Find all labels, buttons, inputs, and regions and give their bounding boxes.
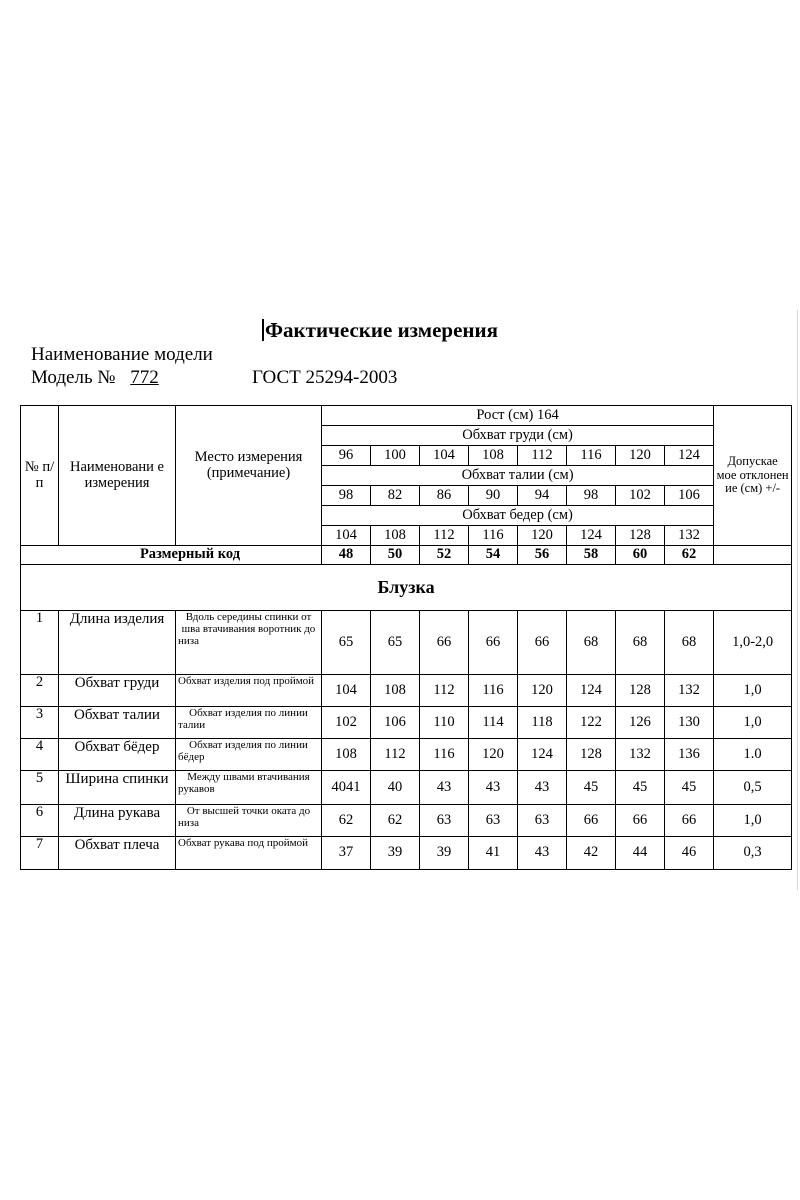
measurement-value: 43 [518, 771, 567, 805]
row-number: 1 [21, 611, 59, 675]
size-code-empty [714, 546, 792, 565]
table-body [21, 406, 792, 870]
chest-value: 100 [371, 446, 420, 466]
measurement-value: 66 [469, 611, 518, 675]
tolerance-value: 1,0-2,0 [714, 611, 792, 675]
tolerance-value: 1.0 [714, 739, 792, 771]
tolerance-value: 0,3 [714, 837, 792, 870]
measurement-place: Обхват изделия под проймой [176, 675, 322, 707]
measurement-name: Обхват бёдер [59, 739, 176, 771]
page-title [0, 318, 760, 343]
tolerance-value: 1,0 [714, 805, 792, 837]
size-code: 48 [322, 546, 371, 565]
table-row [21, 837, 792, 870]
waist-value: 90 [469, 486, 518, 506]
row-number: 4 [21, 739, 59, 771]
size-code: 54 [469, 546, 518, 565]
measurement-value: 45 [665, 771, 714, 805]
size-code: 58 [567, 546, 616, 565]
table-row [21, 611, 792, 675]
measurement-value: 112 [420, 675, 469, 707]
table-row [21, 771, 792, 805]
measurement-value: 62 [371, 805, 420, 837]
measurement-value: 63 [469, 805, 518, 837]
hips-label: Обхват бедер (см) [322, 506, 714, 526]
text-cursor [262, 319, 264, 341]
measurement-place: Обхват рукава под проймой [176, 837, 322, 870]
hips-value: 112 [420, 526, 469, 546]
waist-value: 102 [616, 486, 665, 506]
row-number: 7 [21, 837, 59, 870]
measurement-value: 40 [371, 771, 420, 805]
size-code: 50 [371, 546, 420, 565]
measurement-value: 62 [322, 805, 371, 837]
measurement-value: 104 [322, 675, 371, 707]
measurement-value: 136 [665, 739, 714, 771]
section-title: Блузка [21, 565, 792, 611]
chest-value: 112 [518, 446, 567, 466]
hips-value: 124 [567, 526, 616, 546]
measurement-value: 63 [420, 805, 469, 837]
measurement-value: 68 [567, 611, 616, 675]
chest-value: 120 [616, 446, 665, 466]
size-code: 62 [665, 546, 714, 565]
table-row [21, 739, 792, 771]
measurement-value: 120 [518, 675, 567, 707]
waist-value: 86 [420, 486, 469, 506]
size-code: 60 [616, 546, 665, 565]
col-no-header: № п/п [21, 406, 59, 546]
chest-value: 108 [469, 446, 518, 466]
measurement-value: 44 [616, 837, 665, 870]
measurement-value: 39 [420, 837, 469, 870]
measurement-value: 63 [518, 805, 567, 837]
chest-value: 96 [322, 446, 371, 466]
measurement-value: 120 [469, 739, 518, 771]
measurement-value: 132 [665, 675, 714, 707]
section-row [21, 565, 792, 611]
table-row [21, 675, 792, 707]
chest-value: 116 [567, 446, 616, 466]
measurement-value: 66 [518, 611, 567, 675]
measurement-value: 65 [371, 611, 420, 675]
waist-value: 98 [567, 486, 616, 506]
measurement-place: Вдоль середины спинки от шва втачивания воротник до низа [176, 611, 322, 675]
table-row [21, 805, 792, 837]
measurement-value: 126 [616, 707, 665, 739]
measurement-value: 66 [616, 805, 665, 837]
hips-value: 116 [469, 526, 518, 546]
measurement-value: 106 [371, 707, 420, 739]
hips-value: 120 [518, 526, 567, 546]
page-title-text: Фактические измерения [265, 318, 498, 342]
col-place-header: Место измерения (примечание) [176, 406, 322, 546]
waist-value: 82 [371, 486, 420, 506]
measurement-value: 41 [469, 837, 518, 870]
measurements-table [20, 405, 792, 870]
waist-value: 94 [518, 486, 567, 506]
size-code: 52 [420, 546, 469, 565]
measurement-value: 130 [665, 707, 714, 739]
measurement-value: 37 [322, 837, 371, 870]
measurement-value: 39 [371, 837, 420, 870]
measurement-value: 124 [518, 739, 567, 771]
standard-label: ГОСТ 25294-2003 [252, 367, 398, 388]
measurement-value: 42 [567, 837, 616, 870]
measurement-value: 108 [322, 739, 371, 771]
measurement-place: Обхват изделия по линии бёдер [176, 739, 322, 771]
measurement-value: 118 [518, 707, 567, 739]
measurement-name: Обхват плеча [59, 837, 176, 870]
row-number: 6 [21, 805, 59, 837]
model-number-line [31, 367, 398, 389]
measurement-value: 65 [322, 611, 371, 675]
measurement-value: 128 [567, 739, 616, 771]
measurement-value: 66 [567, 805, 616, 837]
measurement-name: Обхват груди [59, 675, 176, 707]
measurement-value: 66 [665, 805, 714, 837]
measurement-value: 102 [322, 707, 371, 739]
measurement-value: 108 [371, 675, 420, 707]
measurement-value: 46 [665, 837, 714, 870]
size-code-row [21, 546, 792, 565]
hips-value: 104 [322, 526, 371, 546]
measurement-name: Ширина спинки [59, 771, 176, 805]
table-row [21, 707, 792, 739]
measurement-place: От высшей точки оката до низа [176, 805, 322, 837]
row-number: 3 [21, 707, 59, 739]
tolerance-value: 1,0 [714, 675, 792, 707]
measurement-place: Между швами втачивания рукавов [176, 771, 322, 805]
measurement-value: 68 [665, 611, 714, 675]
row-number: 2 [21, 675, 59, 707]
model-number: 772 [130, 367, 159, 388]
measurement-value: 45 [616, 771, 665, 805]
measurement-value: 66 [420, 611, 469, 675]
measurement-value: 45 [567, 771, 616, 805]
measurement-value: 43 [518, 837, 567, 870]
measurement-name: Длина изделия [59, 611, 176, 675]
measurement-value: 114 [469, 707, 518, 739]
measurement-value: 68 [616, 611, 665, 675]
col-name-header: Наименовани е измерения [59, 406, 176, 546]
hips-value: 128 [616, 526, 665, 546]
row-number: 5 [21, 771, 59, 805]
measurement-value: 128 [616, 675, 665, 707]
tolerance-value: 1,0 [714, 707, 792, 739]
waist-value: 98 [322, 486, 371, 506]
col-tolerance-header: Допускае мое отклонен ие (см) +/- [714, 406, 792, 546]
measurement-value: 124 [567, 675, 616, 707]
measurement-value: 4041 [322, 771, 371, 805]
measurement-place: Обхват изделия по линии талии [176, 707, 322, 739]
measurement-value: 116 [420, 739, 469, 771]
measurement-value: 43 [469, 771, 518, 805]
chest-value: 124 [665, 446, 714, 466]
measurement-name: Длина рукава [59, 805, 176, 837]
page-edge-line [797, 310, 798, 890]
chest-label: Обхват груди (см) [322, 426, 714, 446]
measurement-value: 43 [420, 771, 469, 805]
model-number-label: Модель № [31, 367, 116, 388]
size-code: 56 [518, 546, 567, 565]
tolerance-value: 0,5 [714, 771, 792, 805]
model-name-label: Наименование модели [31, 344, 213, 365]
hips-value: 132 [665, 526, 714, 546]
measurement-value: 122 [567, 707, 616, 739]
measurement-name: Обхват талии [59, 707, 176, 739]
measurement-value: 116 [469, 675, 518, 707]
waist-label: Обхват талии (см) [322, 466, 714, 486]
height-header-row [21, 406, 792, 426]
measurement-value: 112 [371, 739, 420, 771]
height-label: Рост (см) 164 [322, 406, 714, 426]
measurement-value: 110 [420, 707, 469, 739]
chest-value: 104 [420, 446, 469, 466]
measurement-value: 132 [616, 739, 665, 771]
waist-value: 106 [665, 486, 714, 506]
hips-value: 108 [371, 526, 420, 546]
size-code-label: Размерный код [21, 546, 322, 565]
